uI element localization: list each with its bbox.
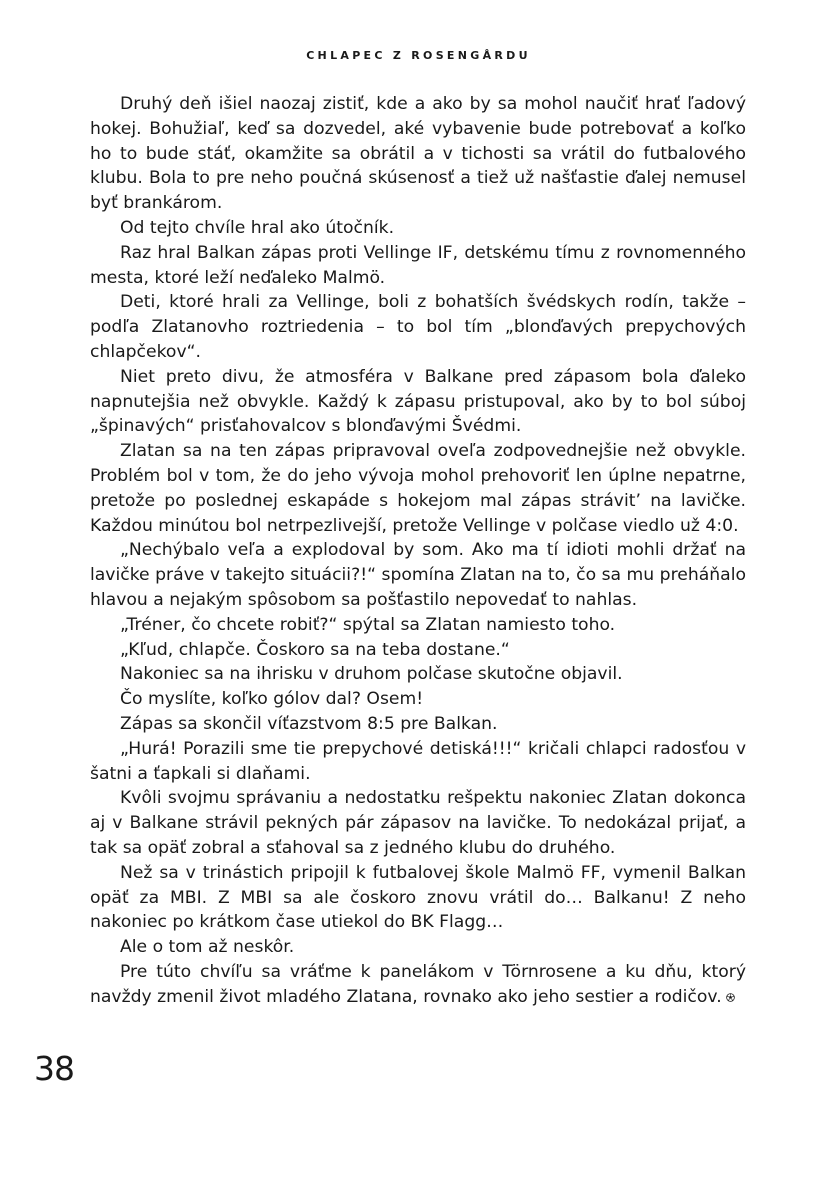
- paragraph: Niet preto divu, že atmosféra v Balkane pred zápasom bola ďaleko napnutejšia než obvykle. Každý k zápasu pristupoval, ako by to bol súboj „špinavých“ prisťahovalcov s blonďavými Švédmi.: [90, 366, 746, 437]
- paragraph: Než sa v trinástich pripojil k futbalovej škole Malmö FF, vymenil Balkan opäť za MBI. Z MBI sa ale čoskoro znovu vrátil do… Balkanu! Z neho nakoniec po krátkom čase utiekol do BK Flagg…: [90, 862, 746, 933]
- paragraph: Zlatan sa na ten zápas pripravoval oveľa zodpovednejšie než obvykle. Problém bol v tom, že do jeho vývoja mohol prehovoriť len úplne nepatrne, pretože po poslednej eskapáde s hokejom mal zápas strávit’ na lavičke. Každou minútou bol netrpezlivejší, pretože Vellinge v polčase viedlo už 4:0.: [90, 441, 746, 536]
- body-text: [90, 92, 746, 1009]
- paragraph: „Hurá! Porazili sme tie prepychové detiská!!!“ kričali chlapci radosťou v šatni a ťapkali si dlaňami.: [90, 738, 746, 784]
- paragraph: Čo myslíte, koľko gólov dal? Osem!: [120, 689, 424, 710]
- paragraph: Ale o tom až neskôr.: [120, 937, 295, 958]
- paragraph: Deti, ktoré hrali za Vellinge, boli z bohatších švédskych rodín, takže – podľa Zlatanovho roztriedenia – to bol tím „blonďavých prepychových chlapčekov“.: [90, 292, 746, 362]
- paragraph: Od tejto chvíle hral ako útočník.: [120, 217, 395, 238]
- paragraph: Raz hral Balkan zápas proti Vellinge IF, detskému tímu z rovnomenného mesta, ktoré leží neďaleko Malmö.: [90, 242, 746, 288]
- paragraph: „Nechýbalo veľa a explodoval by som. Ako ma tí idioti mohli držať na lavičke práve v takejto situácii?!“ spomína Zlatan na to, čo sa mu preháňalo hlavou a nejakým spôsobom sa pošťastilo nepovedať to nahlas.: [90, 540, 746, 610]
- paragraph: Kvôli svojmu správaniu a nedostatku rešpektu nakoniec Zlatan dokonca aj v Balkane strávil pekných pár zápasov na lavičke. To nedokázal prijať, a tak sa opäť zobral a sťahoval sa z jedného klubu do druhého.: [90, 788, 746, 858]
- running-header: CHLAPEC Z ROSENGÅRDU: [306, 49, 531, 62]
- paragraph: Druhý deň išiel naozaj zistiť, kde a ako by sa mohol naučiť hrať ľadový hokej. Bohužiaľ, keď sa dozvedel, aké vybavenie bude potrebovať a koľko ho to bude stáť, okamžite sa obrátil a v tichosti sa vrátil do futbalového klubu. Bola to pre neho poučná skúsenosť a tiež už našťastie ďalej nemusel byť brankárom.: [90, 94, 746, 214]
- paragraph: Zápas sa skončil víťazstvom 8:5 pre Balkan.: [120, 713, 498, 734]
- paragraph: „Kľud, chlapče. Čoskoro sa na teba dostane.“: [120, 639, 510, 660]
- paragraph: „Tréner, čo chcete robiť?“ spýtal sa Zlatan namiesto toho.: [120, 614, 616, 635]
- page-number: 38: [34, 1049, 74, 1088]
- paragraph: Nakoniec sa na ihrisku v druhom polčase skutočne objavil.: [120, 664, 623, 685]
- paragraph-last: [90, 960, 746, 1010]
- paragraph-last-text: Pre túto chvíľu sa vráťme k panelákom v Törnrosene a ku dňu, ktorý navždy zmenil život mladého Zlatana, rovnako ako jeho sestier a rodičov.: [90, 961, 746, 1007]
- football-icon: [726, 993, 735, 1002]
